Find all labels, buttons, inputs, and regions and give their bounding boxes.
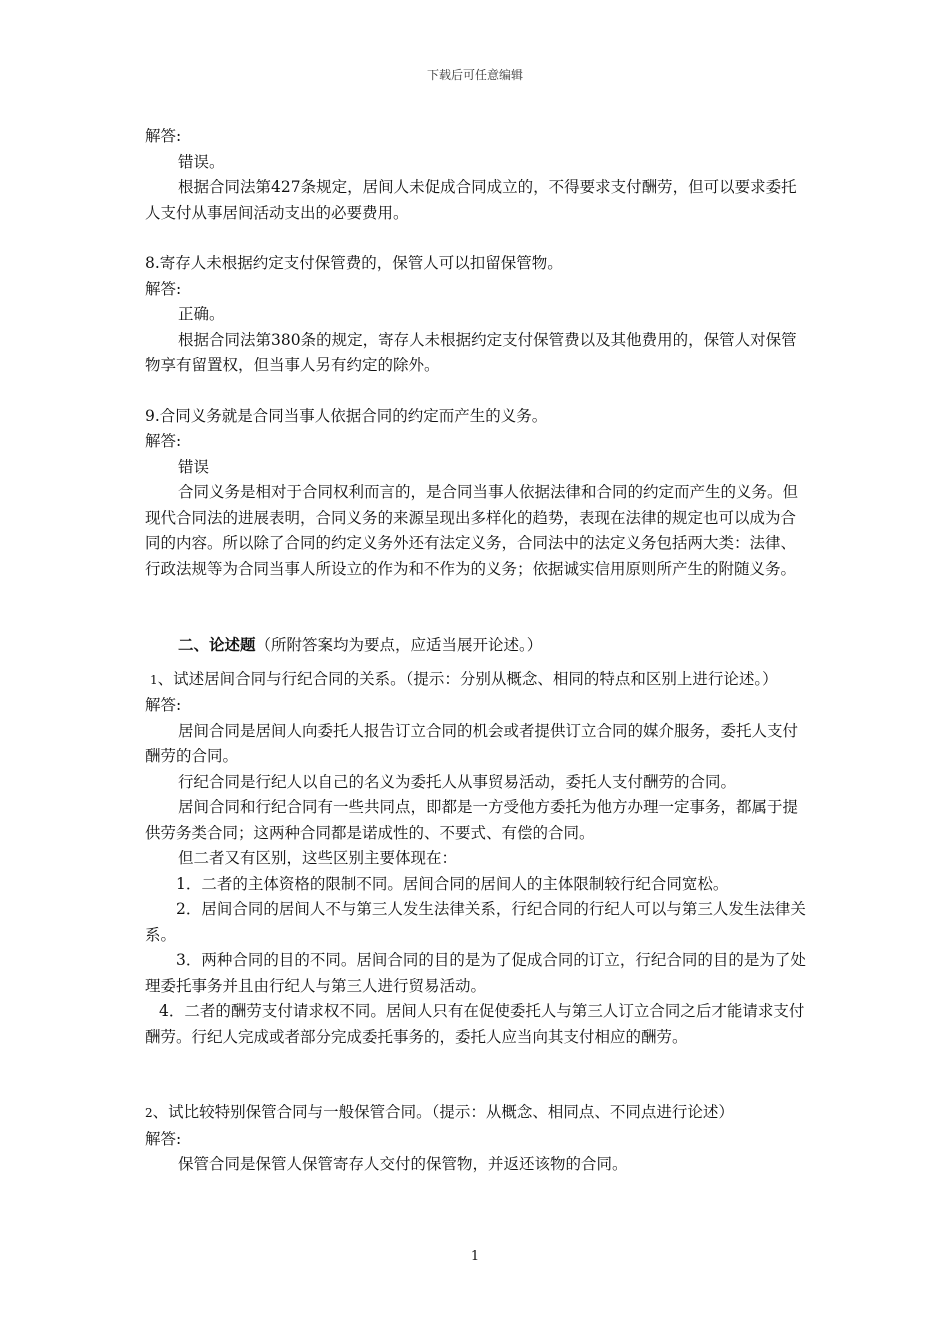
explanation: 根据合同法第427条规定，居间人未促成合同成立的，不得要求支付酬劳，但可以要求委托人支付从事居间活动支出的必要费用。 [145,178,797,222]
question-text: 、试比较特别保管合同与一般保管合同。（提示：从概念、相同点、不同点进行论述） [152,1103,734,1121]
question-number: 2 [145,1106,153,1120]
answer-paragraph: 居间合同和行纪合同有一些共同点，即都是一方受他方委托为他方办理一定事务，都属于提供劳务类合同；这两种合同都是诺成性的、不要式、有偿的合同。 [145,798,799,842]
answer-paragraph: 保管合同是保管人保管寄存人交付的保管物，并返还该物的合同。 [178,1155,628,1173]
answer-paragraph: 3．两种合同的目的不同。居间合同的目的是为了促成合同的订立，行纪合同的目的是为了处理委托事务并且由行纪人与第三人进行贸易活动。 [145,951,806,995]
section-note: （所附答案均为要点，应适当展开论述。） [255,636,543,654]
page-header: 下载后可任意编辑 [426,68,523,82]
answer-paragraph: 但二者又有区别，这些区别主要体现在： [178,849,458,867]
answer-label: 解答: [145,1129,182,1148]
answer-label: 解答: [145,432,182,450]
document-body [145,124,809,1178]
page-number: 1 [470,1249,480,1264]
section-title: 二、论述题 [178,635,256,654]
answer-label: 解答: [145,127,182,145]
answer-label: 解答: [145,279,182,298]
essay-question-1 [145,667,809,694]
answer-label: 解答: [145,696,182,714]
question-number: 1 [149,672,158,687]
answer-paragraph: 2．居间合同的居间人不与第三人发生法律关系，行纪合同的行纪人可以与第三人发生法律关系。 [145,900,806,944]
question-8: 8.寄存人未根据约定支付保管费的，保管人可以扣留保管物。 [145,254,563,272]
verdict: 错误。 [178,152,225,171]
explanation: 合同义务是相对于合同权利而言的，是合同当事人依据法律和合同的约定而产生的义务。但现代合同法的进展表明，合同义务的来源呈现出多样化的趋势，表现在法律的规定也可以成为合同的内容。所以除了合同的约定义务外还有法定义务，合同法中的法定义务包括两大类：法律、行政法规等为合同当事人所设立的作为和不作为的义务；依据诚实信用原则所产生的附随义务。 [145,483,799,578]
essay-question-2 [145,1100,809,1127]
verdict: 错误 [178,457,210,476]
section-heading [145,632,809,659]
answer-paragraph: 居间合同是居间人向委托人报告订立合同的机会或者提供订立合同的媒介服务，委托人支付酬劳的合同。 [145,721,799,765]
answer-paragraph: 行纪合同是行纪人以自己的名义为委托人从事贸易活动，委托人支付酬劳的合同。 [178,772,737,791]
answer-paragraph: 1．二者的主体资格的限制不同。居间合同的居间人的主体限制较行纪合同宽松。 [176,874,729,893]
verdict: 正确。 [178,305,225,323]
question-text: 、试述居间合同与行纪合同的关系。（提示：分别从概念、相同的特点和区别上进行论述。） [157,669,778,688]
question-9: 9.合同义务就是合同当事人依据合同的约定而产生的义务。 [145,406,548,425]
explanation: 根据合同法第380条的规定，寄存人未根据约定支付保管费以及其他费用的，保管人对保管物享有留置权，但当事人另有约定的除外。 [145,330,797,374]
answer-paragraph: 4．二者的酬劳支付请求权不同。居间人只有在促使委托人与第三人订立合同之后才能请求支付酬劳。行纪人完成或者部分完成委托事务的，委托人应当向其支付相应的酬劳。 [145,1002,805,1046]
